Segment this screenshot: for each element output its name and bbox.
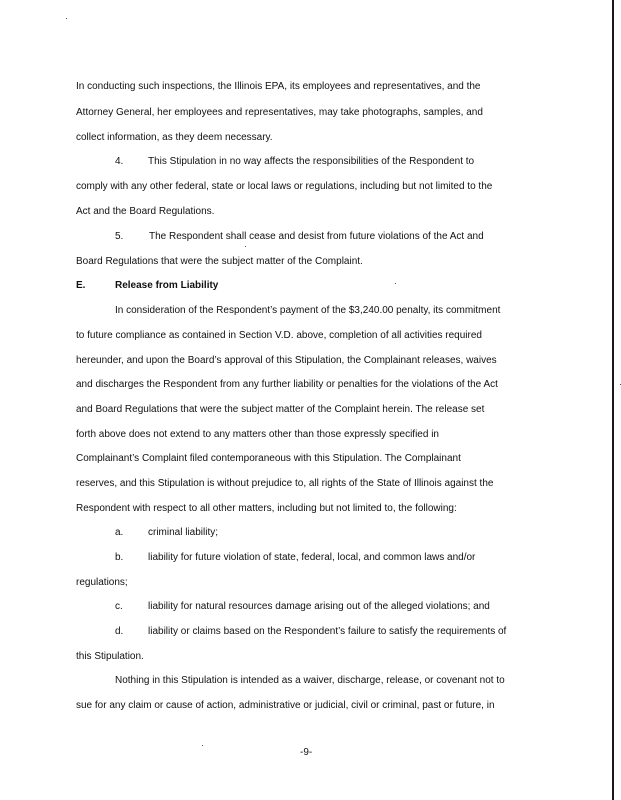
text-line: sue for any claim or cause of action, administrative or judicial, civil or criminal, past or future, in <box>76 700 495 711</box>
text-line: reserves, and this Stipulation is without prejudice to, all rights of the State of Illinois against the <box>76 478 494 489</box>
section-title: Release from Liability <box>115 280 219 291</box>
item-letter: b. <box>115 552 124 563</box>
text-line: liability for future violation of state, federal, local, and common laws and/or <box>148 552 476 563</box>
text-line: Board Regulations that were the subject matter of the Complaint. <box>76 256 363 267</box>
scan-speck <box>245 246 246 247</box>
text-line: hereunder, and upon the Board’s approval of this Stipulation, the Complainant releases, waives <box>76 355 497 366</box>
text-line: The Respondent shall cease and desist from future violations of the Act and <box>149 231 484 242</box>
text-line: Nothing in this Stipulation is intended as a waiver, discharge, release, or covenant not to <box>115 675 505 686</box>
text-line: criminal liability; <box>148 527 219 538</box>
scan-speck <box>395 283 396 284</box>
text-line: Complainant’s Complaint filed contemporaneous with this Stipulation. The Complainant <box>76 453 461 464</box>
text-line: to future compliance as contained in Section V.D. above, completion of all activities required <box>76 330 482 341</box>
text-line: In consideration of the Respondent’s payment of the $3,240.00 penalty, its commitment <box>115 305 501 316</box>
item-number: 5. <box>115 231 124 242</box>
text-line: liability for natural resources damage arising out of the alleged violations; and <box>148 601 490 612</box>
text-line: This Stipulation in no way affects the responsibilities of the Respondent to <box>148 156 475 167</box>
scan-speck <box>66 18 67 19</box>
text-line: Attorney General, her employees and representatives, may take photographs, samples, and <box>76 107 483 118</box>
item-letter: c. <box>115 601 123 612</box>
item-number: 4. <box>115 156 124 167</box>
scan-edge-line <box>612 0 614 800</box>
text-line: collect information, as they deem necessary. <box>76 132 273 143</box>
text-line: Respondent with respect to all other matters, including but not limited to, the following: <box>76 503 457 514</box>
text-line: Act and the Board Regulations. <box>76 206 215 217</box>
text-line: forth above does not extend to any matters other than those expressly specified in <box>76 429 439 440</box>
item-letter: d. <box>115 626 124 637</box>
scan-speck <box>202 745 203 746</box>
text-line: liability or claims based on the Respondent’s failure to satisfy the requirements of <box>148 626 507 637</box>
text-line: and Board Regulations that were the subject matter of the Complaint herein. The release set <box>76 404 485 415</box>
text-line: comply with any other federal, state or local laws or regulations, including but not limited to the <box>76 181 493 192</box>
text-line: and discharges the Respondent from any further liability or penalties for the violations of the Act <box>76 379 498 390</box>
text-line: regulations; <box>76 577 128 588</box>
page-number: -9- <box>300 747 313 758</box>
text-line: this Stipulation. <box>76 651 144 662</box>
item-letter: a. <box>115 527 124 538</box>
section-letter: E. <box>76 280 86 291</box>
text-line: In conducting such inspections, the Illinois EPA, its employees and representatives, and the <box>76 81 481 92</box>
